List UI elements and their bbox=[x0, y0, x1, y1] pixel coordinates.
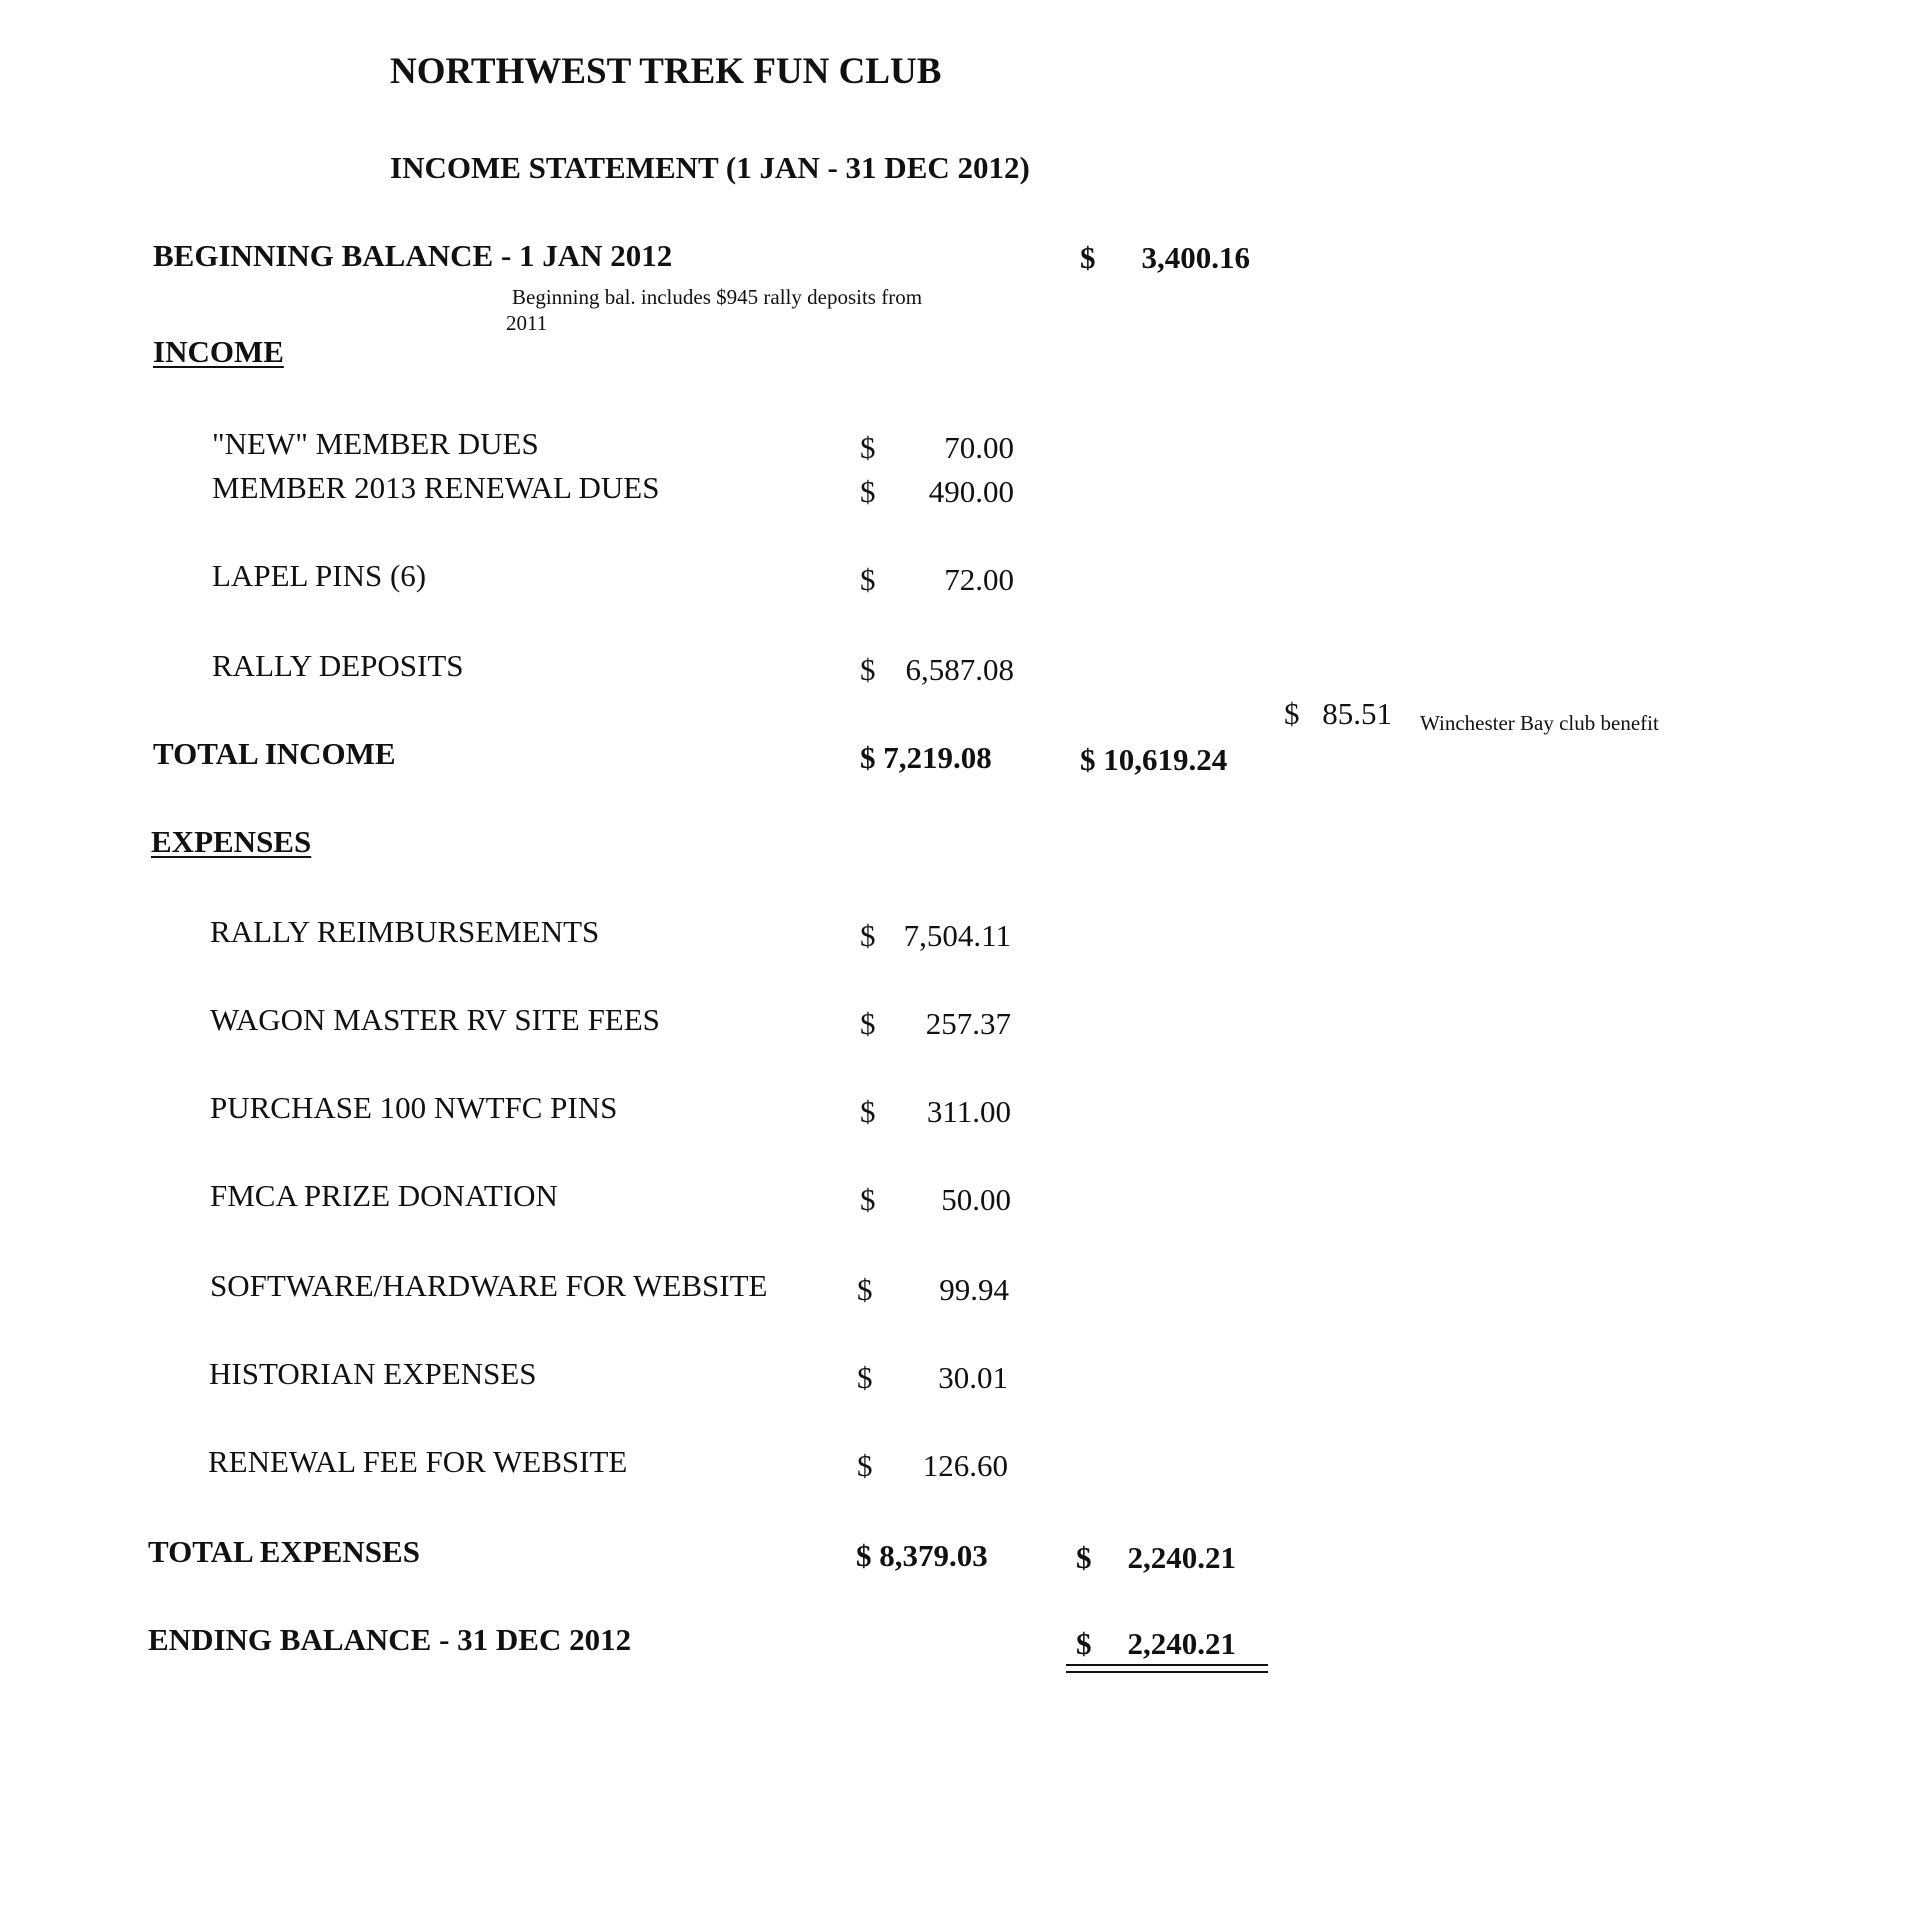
expense-item-label: HISTORIAN EXPENSES bbox=[209, 1356, 537, 1391]
total-income-label: TOTAL INCOME bbox=[153, 736, 396, 771]
currency-symbol: $ bbox=[857, 1272, 873, 1307]
beginning-balance-note-line2: 2011 bbox=[506, 311, 548, 335]
currency-symbol: $ bbox=[860, 918, 876, 953]
expense-item-label: PURCHASE 100 NWTFC PINS bbox=[210, 1090, 618, 1125]
income-item-label: "NEW" MEMBER DUES bbox=[212, 426, 539, 461]
expense-item-label: RENEWAL FEE FOR WEBSITE bbox=[208, 1444, 628, 1479]
amount-value: 2,240.21 bbox=[1127, 1540, 1236, 1575]
amount-value: 70.00 bbox=[944, 430, 1014, 465]
expense-item-label: RALLY REIMBURSEMENTS bbox=[210, 914, 600, 949]
amount-value: 85.51 bbox=[1322, 696, 1392, 731]
currency-symbol: $ bbox=[860, 430, 876, 465]
currency-symbol: $ bbox=[860, 1094, 876, 1129]
income-item-label: LAPEL PINS (6) bbox=[212, 558, 427, 593]
currency-symbol: $ bbox=[860, 652, 876, 687]
double-underline bbox=[1066, 1664, 1268, 1673]
side-note-text: Winchester Bay club benefit bbox=[1420, 711, 1659, 735]
statement-title: INCOME STATEMENT (1 JAN - 31 DEC 2012) bbox=[390, 150, 1030, 185]
amount-value: 30.01 bbox=[938, 1360, 1008, 1395]
currency-symbol: $ bbox=[1080, 240, 1096, 275]
org-title: NORTHWEST TREK FUN CLUB bbox=[390, 51, 942, 92]
currency-symbol: $ bbox=[1076, 1540, 1092, 1575]
currency-symbol: $ bbox=[860, 474, 876, 509]
amount-value: 257.37 bbox=[925, 1006, 1011, 1041]
amount-value: 126.60 bbox=[922, 1448, 1008, 1483]
currency-symbol: $ bbox=[860, 1006, 876, 1041]
expenses-heading: EXPENSES bbox=[151, 824, 312, 859]
amount-value: 50.00 bbox=[941, 1182, 1011, 1217]
amount-value: 311.00 bbox=[926, 1094, 1011, 1129]
ending-balance-label: ENDING BALANCE - 31 DEC 2012 bbox=[148, 1622, 632, 1657]
total-income-amount: $ 7,219.08 bbox=[860, 740, 992, 775]
currency-symbol: $ bbox=[1284, 696, 1300, 731]
amount-value: 3,400.16 bbox=[1141, 240, 1250, 275]
beginning-balance-note-line1: Beginning bal. includes $945 rally deposits from bbox=[512, 285, 923, 309]
total-expenses-label: TOTAL EXPENSES bbox=[148, 1534, 420, 1569]
beginning-balance-label: BEGINNING BALANCE - 1 JAN 2012 bbox=[153, 238, 673, 273]
currency-symbol: $ bbox=[860, 562, 876, 597]
total-expenses-amount: $ 8,379.03 bbox=[856, 1538, 988, 1573]
amount-value: 72.00 bbox=[944, 562, 1014, 597]
income-heading: INCOME bbox=[153, 334, 284, 369]
expense-item-label: FMCA PRIZE DONATION bbox=[210, 1178, 558, 1213]
amount-value: 2,240.21 bbox=[1127, 1626, 1236, 1661]
expense-item-label: SOFTWARE/HARDWARE FOR WEBSITE bbox=[210, 1268, 768, 1303]
income-item-label: MEMBER 2013 RENEWAL DUES bbox=[212, 470, 660, 505]
amount-value: 490.00 bbox=[928, 474, 1014, 509]
expense-item-label: WAGON MASTER RV SITE FEES bbox=[210, 1002, 660, 1037]
amount-value: 6,587.08 bbox=[905, 652, 1014, 687]
currency-symbol: $ bbox=[860, 1182, 876, 1217]
running-balance-amount: $ 10,619.24 bbox=[1080, 742, 1228, 777]
currency-symbol: $ bbox=[857, 1448, 873, 1483]
amount-value: 7,504.11 bbox=[903, 918, 1011, 953]
income-item-label: RALLY DEPOSITS bbox=[212, 648, 464, 683]
currency-symbol: $ bbox=[857, 1360, 873, 1395]
currency-symbol: $ bbox=[1076, 1626, 1092, 1661]
amount-value: 99.94 bbox=[939, 1272, 1009, 1307]
